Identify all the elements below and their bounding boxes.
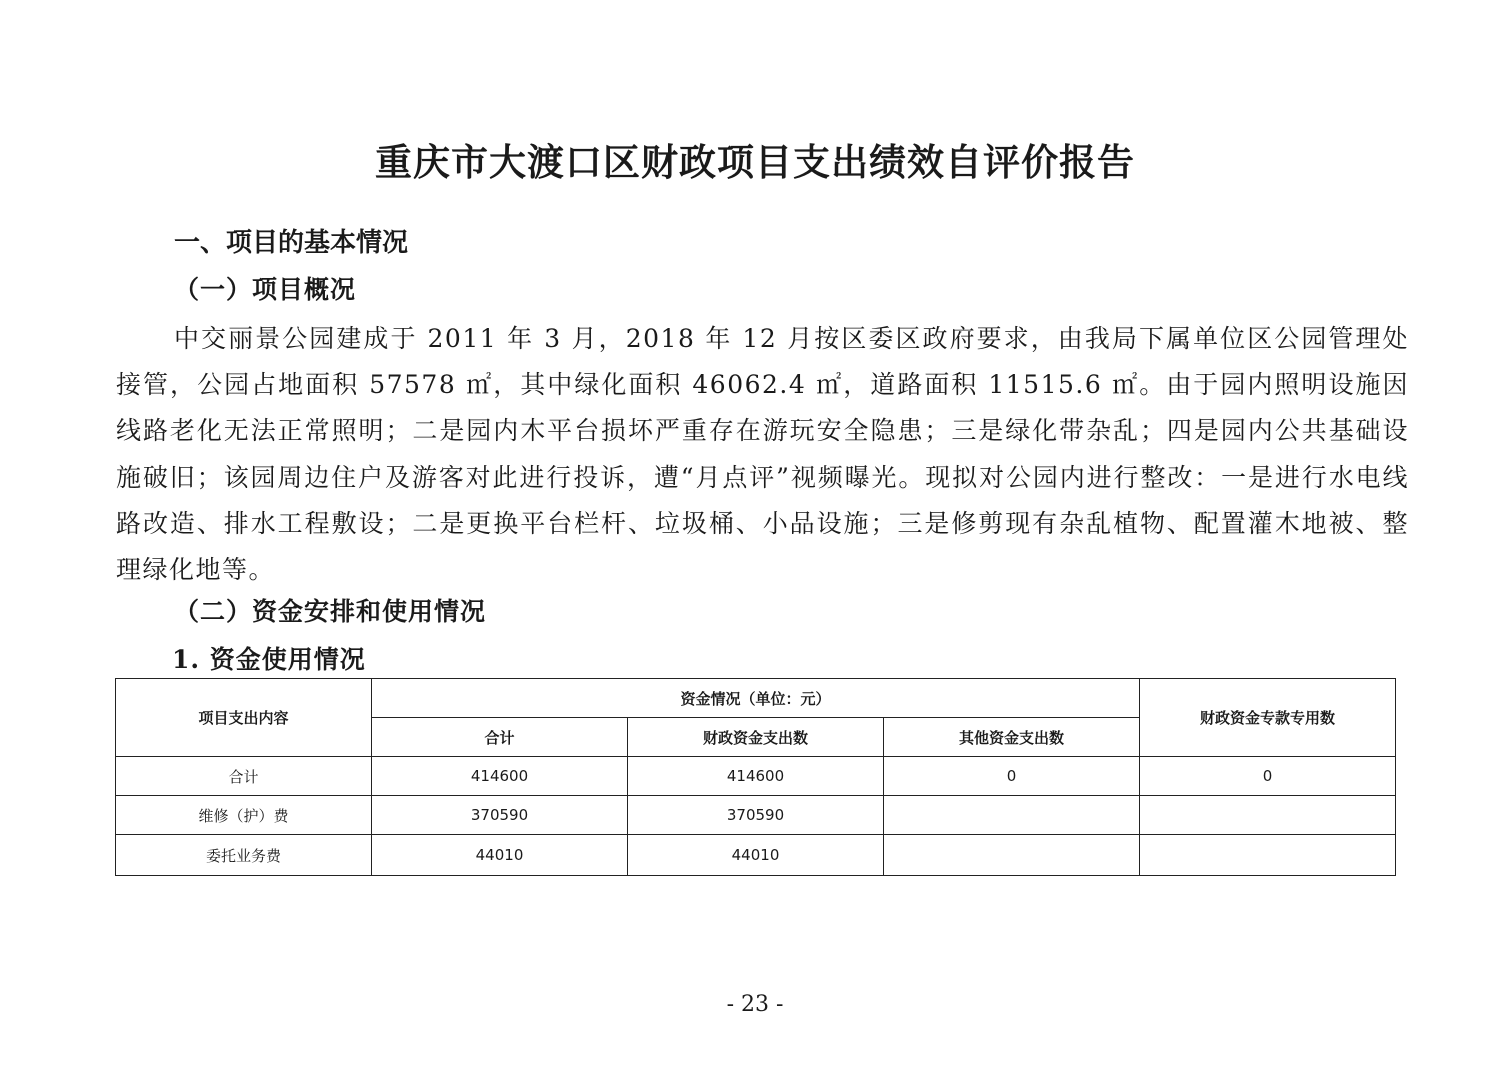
header-other: 其他资金支出数 — [884, 718, 1140, 757]
subsection-heading-overview: （一）项目概况 — [174, 275, 357, 304]
cell-total: 370590 — [372, 796, 628, 835]
header-fiscal: 财政资金支出数 — [628, 718, 884, 757]
cell-special: 0 — [1140, 757, 1396, 796]
table-row — [116, 757, 1396, 796]
table-header-row — [116, 679, 1396, 718]
cell-total: 414600 — [372, 757, 628, 796]
overview-paragraph: 中交丽景公园建成于 2011 年 3 月，2018 年 12 月按区委区政府要求，由我局下属单位区公园管理处接管，公园占地面积 57578 ㎡，其中绿化面积 46062.4 ㎡，道路面积 11515.6 ㎡。由于园内照明设施因线路老化无法正常照明；二是园内木平台损坏严重存在游玩安全隐患；三是绿化带杂乱；四是园内公共基础设施破旧；该园周边住户及游客对此进行投诉，遭“月点评”视频曝光。现拟对公园内进行整改：一是进行水电线路改造、排水工程敷设；二是更换平台栏杆、垃圾桶、小品设施；三是修剪现有杂乱植物、配置灌木地被、整理绿化地等。 — [116, 324, 1409, 585]
cell-total: 44010 — [372, 835, 628, 876]
page-number: - 23 - — [726, 992, 784, 1017]
cell-other: 0 — [884, 757, 1140, 796]
cell-fiscal: 370590 — [628, 796, 884, 835]
cell-item: 委托业务费 — [116, 835, 372, 876]
table-row — [116, 796, 1396, 835]
fund-usage-table — [115, 678, 1396, 876]
header-fund-group: 资金情况（单位：元） — [372, 679, 1140, 718]
subsection-heading-funding: （二）资金安排和使用情况 — [174, 597, 487, 626]
report-title: 重庆市大渡口区财政项目支出绩效自评价报告 — [375, 140, 1135, 184]
header-total: 合计 — [372, 718, 628, 757]
header-item: 项目支出内容 — [116, 679, 372, 757]
cell-item: 维修（护）费 — [116, 796, 372, 835]
header-special: 财政资金专款专用数 — [1140, 679, 1396, 757]
cell-fiscal: 44010 — [628, 835, 884, 876]
cell-item: 合计 — [116, 757, 372, 796]
cell-other — [884, 796, 1140, 835]
cell-fiscal: 414600 — [628, 757, 884, 796]
cell-other — [884, 835, 1140, 876]
cell-special — [1140, 835, 1396, 876]
cell-special — [1140, 796, 1396, 835]
item-heading-fund-usage: 1. 资金使用情况 — [172, 645, 366, 674]
section-heading-basic-info: 一、项目的基本情况 — [174, 228, 409, 258]
table-row — [116, 835, 1396, 876]
